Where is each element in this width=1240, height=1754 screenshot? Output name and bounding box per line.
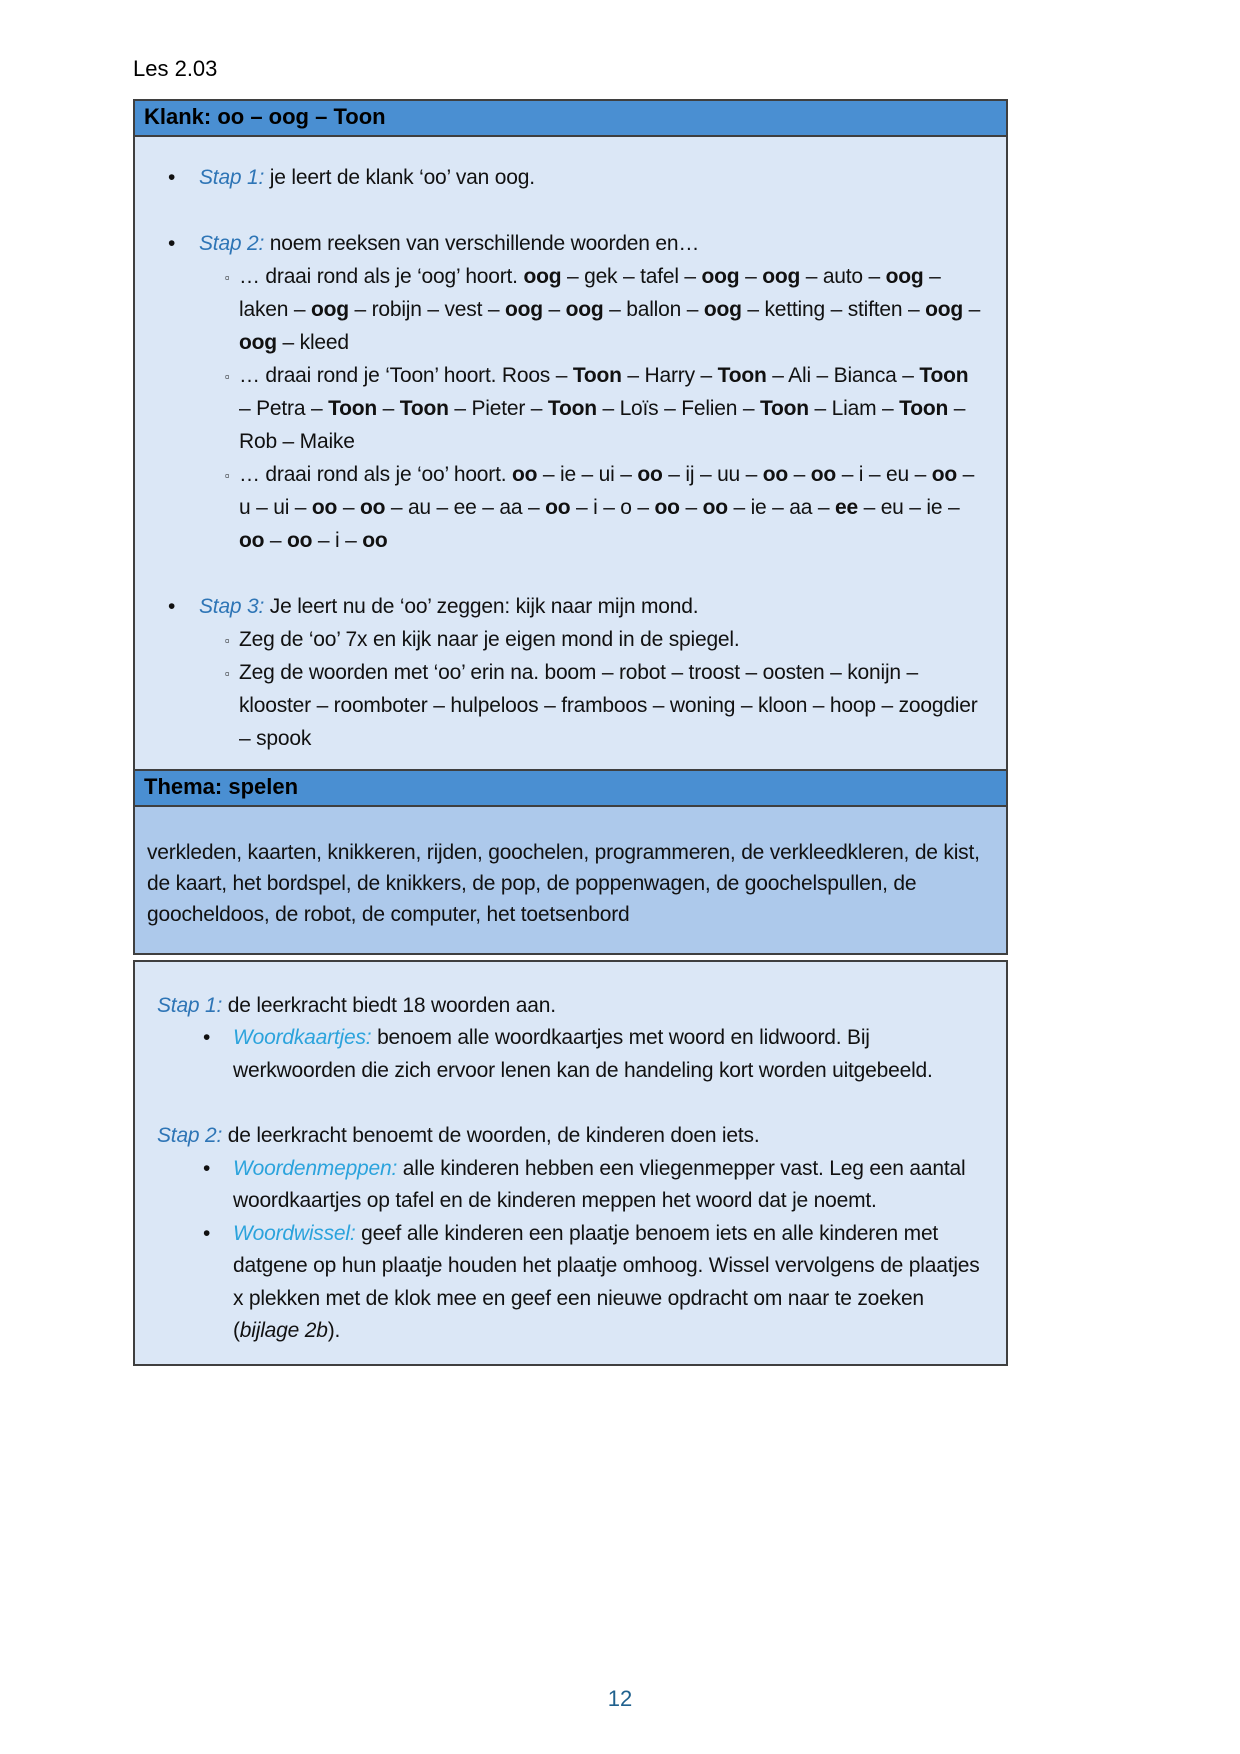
list-item-woordkaartjes <box>197 1022 984 1087</box>
list-item-oo-reeks <box>225 458 982 557</box>
list-item-stap3 <box>159 590 982 623</box>
woordenmeppen-line <box>233 1153 984 1218</box>
thema-section-header: Thema: spelen <box>135 771 1006 807</box>
bullet-icon: • <box>168 595 176 618</box>
square-bullet-icon: ▫ <box>225 369 230 384</box>
list-item-spiegel <box>225 623 982 656</box>
toon-reeks-text: … draai rond je ‘Toon’ hoort. Roos – Toon – Harry – Toon – Ali – Bianca – Toon – Petra – Toon – Toon – Pieter – Toon – Loïs – Felien – Toon – Liam – Toon – Rob – Maike <box>239 364 969 453</box>
page-number: 12 <box>607 1686 633 1711</box>
bullet-icon: • <box>168 232 176 255</box>
oo-woorden-text: Zeg de woorden met ‘oo’ erin na. boom – robot – troost – oosten – konijn – klooster – roomboter – hulpeloos – framboos – woning – kloon – hoop – zoogdier – spook <box>239 661 978 750</box>
document-page <box>133 56 1008 1366</box>
square-bullet-icon: ▫ <box>225 666 230 681</box>
square-bullet-icon: ▫ <box>225 270 230 285</box>
activiteit-stap2-line <box>157 1120 984 1153</box>
woordwissel-line <box>233 1218 984 1348</box>
list-item-woordenmeppen <box>197 1153 984 1218</box>
woordwissel-text: geef alle kinderen een plaatje benoem iets en alle kinderen met datgene op hun plaatje houden het plaatje omhoog. Wissel vervolgens de plaatjes x plekken met de klok mee en geef een nieuwe opdracht om naar te zoeken (bijlage 2b). <box>233 1221 980 1342</box>
square-bullet-icon: ▫ <box>225 468 230 483</box>
klank-section-header: Klank: oo – oog – Toon <box>135 101 1006 137</box>
stap1-text: je leert de klank ‘oo’ van oog. <box>269 166 535 189</box>
activiteit-stap1-label: Stap 1: <box>157 993 223 1017</box>
woordkaartjes-text: benoem alle woordkaartjes met woord en lidwoord. Bij werkwoorden die zich ervoor lenen kan de handeling kort worden uitgebeeld. <box>233 1026 933 1082</box>
list-item-stap1 <box>159 161 982 194</box>
stap3-label: Stap 3: <box>199 595 265 618</box>
woordenmeppen-text: alle kinderen hebben een vliegenmepper vast. Leg een aantal woordkaartjes op tafel en de kinderen meppen het woord dat je noemt. <box>233 1156 966 1212</box>
list-item-stap2 <box>159 227 982 260</box>
lesson-number: Les 2.03 <box>133 56 218 81</box>
oog-reeks-text: … draai rond als je ‘oog’ hoort. oog – gek – tafel – oog – oog – auto – oog – laken – oog – robijn – vest – oog – oog – ballon – oog – ketting – stiften – oog – oog – kleed <box>239 265 981 354</box>
klank-section-body <box>135 137 1006 769</box>
list-item-toon-reeks <box>225 359 982 458</box>
woordkaartjes-label: Woordkaartjes: <box>233 1026 372 1049</box>
bullet-icon: • <box>203 1026 211 1049</box>
bullet-icon: • <box>203 1221 211 1245</box>
activiteit-stap2-label: Stap 2: <box>157 1124 223 1147</box>
list-item-woordwissel <box>197 1218 984 1348</box>
thema-section <box>133 769 1008 955</box>
activiteit-stap1-line <box>157 990 984 1023</box>
bullet-icon: • <box>203 1156 211 1180</box>
woordwissel-label: Woordwissel: <box>233 1221 356 1245</box>
stap2-line <box>199 227 982 260</box>
square-bullet-icon: ▫ <box>225 633 230 648</box>
klank-section <box>133 99 1008 771</box>
spiegel-text: Zeg de ‘oo’ 7x en kijk naar je eigen mond in de spiegel. <box>239 628 740 651</box>
activities-section <box>133 960 1008 1366</box>
activiteit-stap1-intro: de leerkracht biedt 18 woorden aan. <box>227 993 556 1017</box>
list-item-oo-woorden <box>225 656 982 755</box>
stap2-text: noem reeksen van verschillende woorden en… <box>269 232 700 255</box>
stap2-label: Stap 2: <box>199 232 265 255</box>
stap1-label: Stap 1: <box>199 166 265 189</box>
activities-section-body <box>135 962 1006 1364</box>
list-item-oog-reeks <box>225 260 982 359</box>
oo-reeks-text: … draai rond als je ‘oo’ hoort. oo – ie – ui – oo – ij – uu – oo – oo – i – eu – oo – u – ui – oo – oo – au – ee – aa – oo – i – o – oo – oo – ie – aa – ee – eu – ie – oo – oo – i – oo <box>239 463 975 552</box>
woordenmeppen-label: Woordenmeppen: <box>233 1156 398 1180</box>
thema-word-list: verkleden, kaarten, knikkeren, rijden, goochelen, programmeren, de verkleedkleren, de kist, de kaart, het bordspel, de knikkers, de pop, de poppenwagen, de goochelspullen, de goocheldoos, de robot, de computer, het toetsenbord <box>135 807 1006 953</box>
woordkaartjes-line <box>233 1022 984 1087</box>
bullet-icon: • <box>168 166 176 189</box>
stap1-line <box>199 161 982 194</box>
activiteit-stap2-intro: de leerkracht benoemt de woorden, de kinderen doen iets. <box>227 1124 760 1147</box>
stap3-text: Je leert nu de ‘oo’ zeggen: kijk naar mijn mond. <box>269 595 699 618</box>
stap3-line <box>199 590 982 623</box>
